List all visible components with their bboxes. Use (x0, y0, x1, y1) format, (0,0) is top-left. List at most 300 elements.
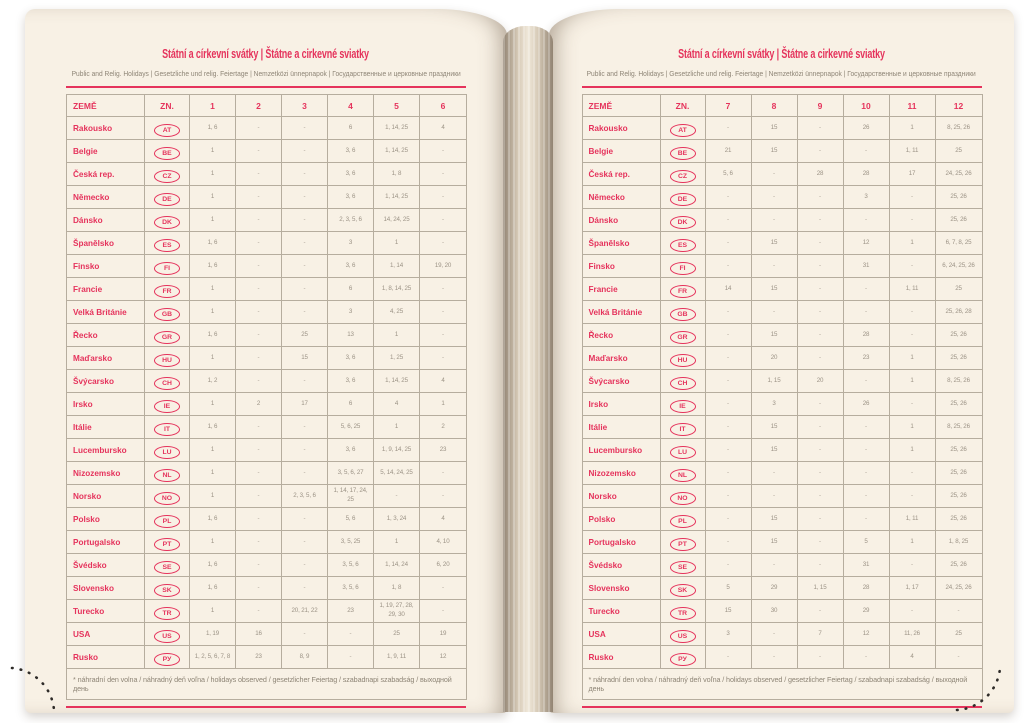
country-row (582, 370, 982, 393)
country-code-badge: IT (154, 423, 180, 436)
holidays-cell: 23 (328, 600, 374, 623)
holidays-cell: 1 (889, 347, 935, 370)
holidays-cell: - (751, 186, 797, 209)
holidays-cell: - (236, 117, 282, 140)
country-name: Belgie (582, 140, 660, 163)
holidays-cell: - (236, 370, 282, 393)
country-code-badge: CH (670, 377, 696, 390)
holidays-cell: - (705, 508, 751, 531)
country-code-badge: DE (154, 193, 180, 206)
country-code-cell (145, 278, 190, 301)
country-name: Irsko (67, 393, 145, 416)
holidays-cell: - (420, 324, 467, 347)
holidays-cell: - (843, 439, 889, 462)
country-row (67, 370, 467, 393)
holidays-cell: 15 (751, 531, 797, 554)
country-code-badge: PL (670, 515, 696, 528)
country-row (582, 462, 982, 485)
country-name: Turecko (67, 600, 145, 623)
holidays-cell: 15 (751, 117, 797, 140)
country-row (67, 531, 467, 554)
holidays-cell: - (797, 209, 843, 232)
holidays-cell: 25, 26 (935, 508, 982, 531)
holidays-cell: - (236, 508, 282, 531)
holidays-cell: 1, 6 (190, 324, 236, 347)
holidays-cell: 1, 8, 14, 25 (374, 278, 420, 301)
holidays-cell: - (843, 209, 889, 232)
holidays-cell: 15 (751, 140, 797, 163)
holidays-cell: 1 (190, 600, 236, 623)
holidays-cell: 15 (751, 439, 797, 462)
country-row (67, 232, 467, 255)
holidays-cell: 5 (843, 531, 889, 554)
holidays-cell: 4 (420, 117, 467, 140)
holidays-cell: 3, 6 (328, 186, 374, 209)
holidays-cell: 25, 26, 28 (935, 301, 982, 324)
country-name: Polsko (67, 508, 145, 531)
country-code-cell (145, 577, 190, 600)
holidays-cell: 6, 20 (420, 554, 467, 577)
holidays-cell: - (843, 462, 889, 485)
holidays-cell: 1 (190, 140, 236, 163)
holidays-cell: 1 (190, 531, 236, 554)
holidays-cell: 2, 3, 5, 6 (282, 485, 328, 508)
country-name: USA (582, 623, 660, 646)
holidays-cell: - (705, 255, 751, 278)
holidays-cell: 2, 3, 5, 6 (328, 209, 374, 232)
country-name: Švýcarsko (582, 370, 660, 393)
holidays-cell: 1, 19, 27, 28, 29, 30 (374, 600, 420, 623)
country-code-cell (660, 255, 705, 278)
country-name: Rakousko (582, 117, 660, 140)
country-code-cell (145, 600, 190, 623)
country-name: Belgie (67, 140, 145, 163)
country-code-cell (145, 163, 190, 186)
country-code-badge: BE (154, 147, 180, 160)
holidays-cell: 5 (705, 577, 751, 600)
holidays-cell: 15 (282, 347, 328, 370)
country-code-cell (145, 117, 190, 140)
holidays-cell: 25, 26 (935, 439, 982, 462)
country-code-cell (660, 416, 705, 439)
holidays-cell: 28 (797, 163, 843, 186)
page-title: Státní a církevní svátky | Štátne a cirkevné sviatky (678, 47, 885, 61)
holidays-cell: - (236, 186, 282, 209)
holidays-cell: 25 (374, 623, 420, 646)
holidays-cell: 3, 6 (328, 439, 374, 462)
country-row (67, 416, 467, 439)
holidays-cell: - (705, 370, 751, 393)
holidays-cell: 1, 17 (889, 577, 935, 600)
holidays-cell: - (282, 508, 328, 531)
holidays-cell: 1, 6 (190, 255, 236, 278)
holidays-cell: - (374, 485, 420, 508)
holidays-cell: 1 (190, 186, 236, 209)
country-code-cell (660, 117, 705, 140)
country-code-cell (145, 439, 190, 462)
holidays-cell: 25, 26 (935, 209, 982, 232)
country-code-cell (145, 531, 190, 554)
country-name: Nizozemsko (582, 462, 660, 485)
country-name: Nizozemsko (67, 462, 145, 485)
holidays-cell: - (751, 623, 797, 646)
holidays-cell: - (889, 393, 935, 416)
country-row (582, 117, 982, 140)
holidays-cell: 12 (843, 623, 889, 646)
holidays-cell: - (705, 232, 751, 255)
holidays-cell: 19 (420, 623, 467, 646)
country-code-badge: IT (670, 423, 696, 436)
country-row (582, 232, 982, 255)
holidays-cell: 16 (236, 623, 282, 646)
holidays-cell: 28 (843, 163, 889, 186)
country-code-badge: LU (154, 446, 180, 459)
country-name: Portugalsko (67, 531, 145, 554)
holidays-cell: - (797, 646, 843, 669)
holidays-cell: - (797, 301, 843, 324)
holidays-cell: 3 (328, 301, 374, 324)
country-row (582, 554, 982, 577)
holidays-cell: - (843, 278, 889, 301)
holidays-cell: - (705, 554, 751, 577)
holidays-cell: 1, 6 (190, 232, 236, 255)
holidays-cell: - (843, 301, 889, 324)
country-code-cell (145, 623, 190, 646)
holidays-cell: 25, 26 (935, 462, 982, 485)
book-spine (503, 26, 553, 712)
holidays-cell: 1 (190, 347, 236, 370)
holidays-cell: 1, 8 (374, 577, 420, 600)
holidays-cell: 3, 6 (328, 140, 374, 163)
country-name: Francie (67, 278, 145, 301)
col-header-month-1: 1 (190, 95, 236, 117)
holidays-cell: - (282, 623, 328, 646)
holidays-cell: 23 (420, 439, 467, 462)
col-header-country: ZEMĚ (582, 95, 660, 117)
holidays-cell: 1 (889, 439, 935, 462)
holidays-cell: - (236, 531, 282, 554)
holidays-cell: 4 (420, 370, 467, 393)
country-row (582, 324, 982, 347)
holidays-cell: 31 (843, 554, 889, 577)
holidays-cell: 21 (705, 140, 751, 163)
holidays-cell: 1 (190, 393, 236, 416)
holidays-cell: 17 (282, 393, 328, 416)
holidays-cell: - (705, 117, 751, 140)
holidays-cell: 1, 6 (190, 117, 236, 140)
holidays-cell: 15 (751, 416, 797, 439)
country-code-cell (145, 255, 190, 278)
country-code-badge: US (154, 630, 180, 643)
holidays-cell: - (797, 140, 843, 163)
holidays-cell: 25 (935, 623, 982, 646)
holidays-cell: - (705, 393, 751, 416)
holidays-cell: 1, 11 (889, 508, 935, 531)
col-header-month-6: 6 (420, 95, 467, 117)
holidays-cell: - (843, 140, 889, 163)
col-header-month-12: 12 (935, 95, 982, 117)
col-header-code: ZN. (660, 95, 705, 117)
country-row (67, 140, 467, 163)
holidays-cell: 3 (328, 232, 374, 255)
holidays-cell: 24, 25, 26 (935, 163, 982, 186)
holidays-cell: 1 (190, 209, 236, 232)
country-code-badge: AT (154, 124, 180, 137)
holidays-cell: - (282, 554, 328, 577)
holidays-cell: 23 (236, 646, 282, 669)
holidays-cell: - (282, 416, 328, 439)
holidays-cell: 4 (374, 393, 420, 416)
holidays-cell: - (420, 577, 467, 600)
holidays-cell: 26 (843, 393, 889, 416)
country-row (582, 255, 982, 278)
holidays-cell: 4, 10 (420, 531, 467, 554)
holidays-cell: 23 (843, 347, 889, 370)
country-code-badge: ES (154, 239, 180, 252)
holidays-cell: - (935, 646, 982, 669)
country-code-badge: FI (670, 262, 696, 275)
country-code-badge: CZ (670, 170, 696, 183)
holidays-cell: 1 (374, 324, 420, 347)
holidays-cell: 1, 19 (190, 623, 236, 646)
holidays-cell: - (282, 117, 328, 140)
country-row (582, 485, 982, 508)
holidays-cell: - (797, 600, 843, 623)
holidays-cell: - (236, 278, 282, 301)
country-code-cell (660, 531, 705, 554)
holidays-cell: - (236, 255, 282, 278)
country-code-cell (145, 370, 190, 393)
col-header-month-4: 4 (328, 95, 374, 117)
holidays-cell: 15 (751, 232, 797, 255)
holidays-cell: - (236, 163, 282, 186)
country-name: Rusko (582, 646, 660, 669)
country-code-badge: DK (154, 216, 180, 229)
holidays-cell: 12 (843, 232, 889, 255)
holidays-cell: - (843, 416, 889, 439)
holidays-cell: 5, 6 (705, 163, 751, 186)
country-code-cell (660, 462, 705, 485)
country-code-badge: SK (154, 584, 180, 597)
country-code-badge: BE (670, 147, 696, 160)
country-row (67, 347, 467, 370)
holidays-cell: - (420, 140, 467, 163)
country-code-badge: DE (670, 193, 696, 206)
holidays-cell: 1, 3, 24 (374, 508, 420, 531)
holidays-cell: 12 (420, 646, 467, 669)
holidays-cell: 1, 6 (190, 508, 236, 531)
holidays-cell: 3 (751, 393, 797, 416)
country-row (582, 301, 982, 324)
col-header-country: ZEMĚ (67, 95, 145, 117)
holidays-cell: 1 (889, 117, 935, 140)
holidays-cell: - (705, 439, 751, 462)
holidays-cell: - (282, 439, 328, 462)
holidays-cell: - (889, 554, 935, 577)
holidays-cell: - (751, 255, 797, 278)
country-name: Rakousko (67, 117, 145, 140)
footnote-row (67, 669, 467, 700)
country-row (67, 439, 467, 462)
holidays-cell: - (328, 646, 374, 669)
footnote-row (582, 669, 982, 700)
page-subtitle: Public and Relig. Holidays | Gesetzliche und relig. Feiertage | Nemzetközi ünnepnapok | Государственные и церковные праздники (586, 69, 977, 78)
country-code-badge: TR (154, 607, 180, 620)
country-code-badge: РУ (154, 653, 180, 666)
holidays-cell: 3, 5, 6 (328, 577, 374, 600)
country-code-cell (660, 439, 705, 462)
holidays-cell: 14 (705, 278, 751, 301)
country-code-cell (660, 163, 705, 186)
country-row (582, 439, 982, 462)
country-code-cell (145, 324, 190, 347)
country-row (67, 117, 467, 140)
country-code-cell (660, 485, 705, 508)
country-row (582, 531, 982, 554)
country-name: Irsko (582, 393, 660, 416)
holidays-cell: 1 (374, 232, 420, 255)
holidays-cell: - (282, 301, 328, 324)
holidays-cell: 6 (328, 117, 374, 140)
holidays-cell: - (889, 600, 935, 623)
holidays-cell: - (236, 485, 282, 508)
holidays-cell: 28 (843, 324, 889, 347)
holidays-cell: - (282, 140, 328, 163)
holidays-cell: 1, 11 (889, 278, 935, 301)
footnote: * náhradní den volna / náhradný deň voľna / holidays observed / gesetzlicher Feiertag / szabadnapi szabadság / выходной день (582, 669, 982, 700)
country-row (67, 462, 467, 485)
holidays-cell: 1 (889, 531, 935, 554)
holidays-cell: 3 (843, 186, 889, 209)
holidays-cell: 3, 5, 6, 27 (328, 462, 374, 485)
country-code-badge: PT (670, 538, 696, 551)
holidays-cell: 2 (236, 393, 282, 416)
holidays-cell: - (889, 485, 935, 508)
country-code-cell (145, 301, 190, 324)
country-code-badge: US (670, 630, 696, 643)
country-code-badge: NO (670, 492, 696, 505)
holidays-cell: 3, 5, 25 (328, 531, 374, 554)
holidays-cell: - (705, 531, 751, 554)
country-row (67, 163, 467, 186)
country-name: Španělsko (582, 232, 660, 255)
holidays-cell: - (282, 209, 328, 232)
holidays-cell: - (420, 186, 467, 209)
country-name: Švédsko (67, 554, 145, 577)
country-row (67, 485, 467, 508)
holidays-cell: - (843, 646, 889, 669)
holidays-cell: 1 (889, 232, 935, 255)
holidays-cell: - (797, 255, 843, 278)
holidays-cell: 1, 14, 24 (374, 554, 420, 577)
col-header-code: ZN. (145, 95, 190, 117)
holidays-cell: 8, 25, 26 (935, 117, 982, 140)
col-header-month-7: 7 (705, 95, 751, 117)
holidays-cell: 5, 6 (328, 508, 374, 531)
country-code-cell (660, 209, 705, 232)
country-code-cell (145, 393, 190, 416)
holidays-cell: - (282, 186, 328, 209)
country-code-cell (145, 232, 190, 255)
country-row (582, 140, 982, 163)
holidays-cell: 1 (190, 278, 236, 301)
country-code-badge: SE (154, 561, 180, 574)
holidays-cell: - (797, 117, 843, 140)
holiday-table-jan-jun (66, 94, 467, 700)
country-name: Česká rep. (582, 163, 660, 186)
country-row (67, 577, 467, 600)
top-rule (66, 86, 466, 88)
holidays-cell: 25, 26 (935, 393, 982, 416)
country-name: Finsko (582, 255, 660, 278)
holidays-cell: - (797, 416, 843, 439)
country-code-badge: TR (670, 607, 696, 620)
col-header-month-5: 5 (374, 95, 420, 117)
holidays-cell: 1, 11 (889, 140, 935, 163)
country-row (582, 646, 982, 669)
country-code-cell (660, 278, 705, 301)
country-row (67, 255, 467, 278)
country-name: Německo (67, 186, 145, 209)
holidays-cell: 1, 14, 25 (374, 117, 420, 140)
country-row (67, 646, 467, 669)
footnote: * náhradní den volna / náhradný deň voľna / holidays observed / gesetzlicher Feiertag / szabadnapi szabadság / выходной день (67, 669, 467, 700)
country-row (582, 577, 982, 600)
country-code-badge: NL (154, 469, 180, 482)
holidays-cell: - (282, 255, 328, 278)
holidays-cell: 25, 26 (935, 554, 982, 577)
col-header-month-3: 3 (282, 95, 328, 117)
holidays-cell: - (797, 485, 843, 508)
holidays-cell: - (889, 462, 935, 485)
holidays-cell: - (843, 370, 889, 393)
holidays-cell: 29 (751, 577, 797, 600)
country-name: Slovensko (67, 577, 145, 600)
holidays-cell: 4, 25 (374, 301, 420, 324)
country-row (582, 163, 982, 186)
holidays-cell: - (889, 186, 935, 209)
country-code-badge: PT (154, 538, 180, 551)
country-name: Itálie (67, 416, 145, 439)
holidays-cell: - (420, 462, 467, 485)
holidays-cell: - (236, 462, 282, 485)
holidays-cell: 4 (420, 508, 467, 531)
holidays-cell: 25 (282, 324, 328, 347)
holidays-cell: - (420, 209, 467, 232)
holidays-cell: 7 (797, 623, 843, 646)
country-code-cell (660, 301, 705, 324)
holidays-cell: - (797, 462, 843, 485)
holidays-cell: 3, 6 (328, 370, 374, 393)
holidays-cell: 6, 7, 8, 25 (935, 232, 982, 255)
holidays-cell: 4 (889, 646, 935, 669)
country-code-cell (660, 324, 705, 347)
country-name: Maďarsko (582, 347, 660, 370)
holidays-cell: - (751, 485, 797, 508)
col-header-month-2: 2 (236, 95, 282, 117)
holidays-cell: - (797, 554, 843, 577)
country-code-cell (660, 623, 705, 646)
holidays-cell: - (889, 209, 935, 232)
holidays-cell: - (236, 140, 282, 163)
country-code-badge: GR (154, 331, 180, 344)
holidays-cell: 8, 25, 26 (935, 416, 982, 439)
holidays-cell: - (282, 232, 328, 255)
holidays-cell: 8, 9 (282, 646, 328, 669)
holidays-cell: 8, 25, 26 (935, 370, 982, 393)
holidays-cell: - (889, 324, 935, 347)
holidays-cell: - (236, 416, 282, 439)
